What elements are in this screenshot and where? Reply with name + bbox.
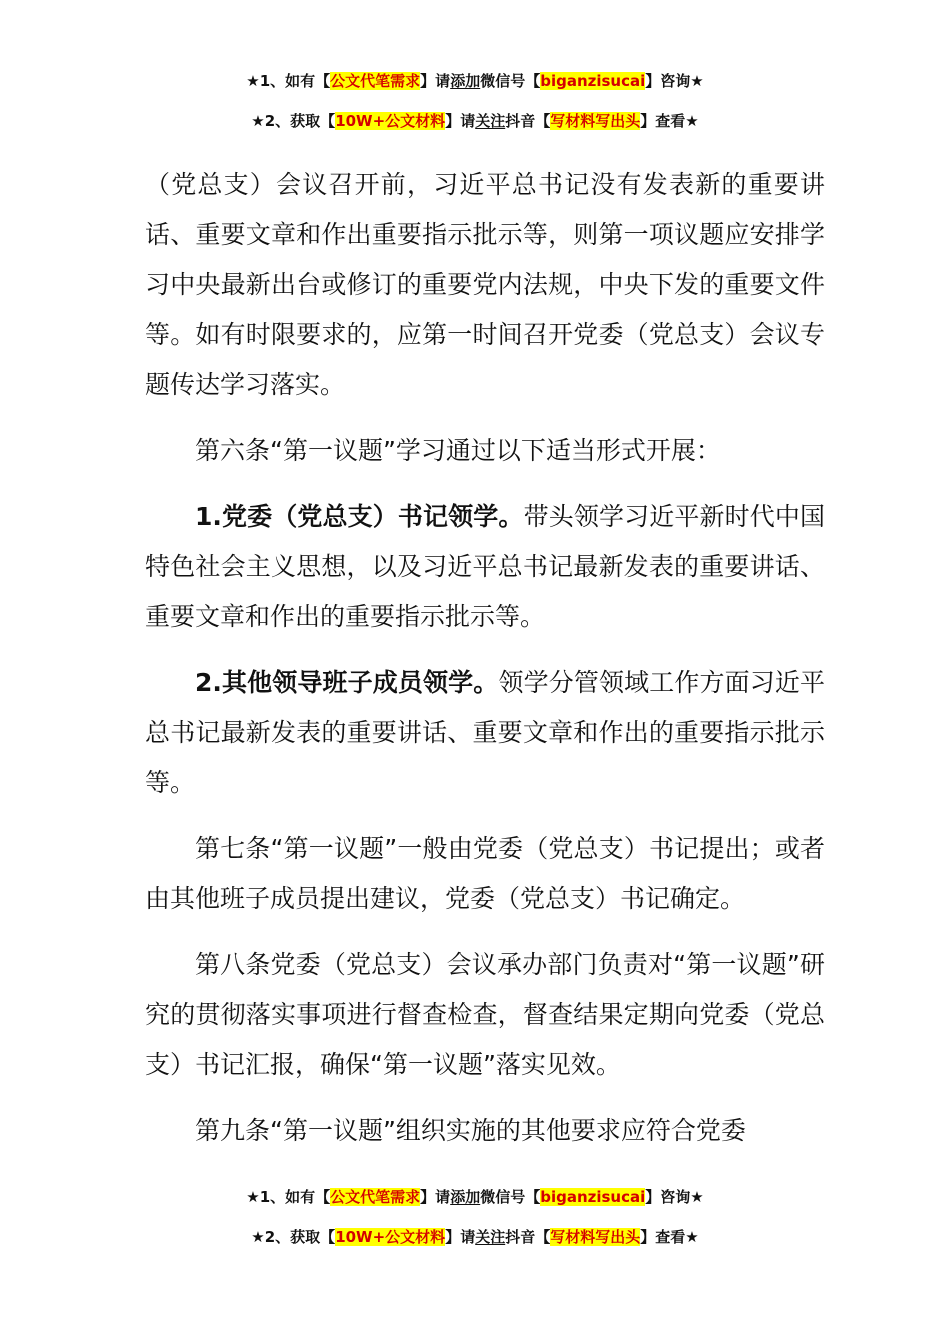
banner-text: 微信号【	[480, 1188, 541, 1206]
paragraph-text: 领学分管领域工作方面习近平总书记最新发表的重要讲话、重要文章和作出的重要指示批示等。	[145, 668, 825, 797]
banner-text: 】请	[420, 72, 451, 90]
banner-text: 】咨询★	[645, 1188, 704, 1206]
banner-text: ★1、如有【	[246, 72, 331, 90]
banner-emphasis: 关注	[475, 112, 506, 130]
banner-highlight: 写材料写出头	[550, 112, 641, 130]
banner-line-1	[0, 1186, 950, 1208]
banner-highlight: 公文代笔需求	[330, 72, 421, 90]
banner-text: 】查看★	[640, 1228, 699, 1246]
banner-text: 抖音【	[505, 112, 551, 130]
banner-highlight: 公文代笔需求	[330, 1188, 421, 1206]
paragraph: 第七条“第一议题”一般由党委（党总支）书记提出；或者由其他班子成员提出建议，党委（党总支）书记确定。	[145, 834, 825, 913]
document-body	[145, 160, 825, 1172]
paragraph: （党总支）会议召开前，习近平总书记没有发表新的重要讲话、重要文章和作出重要指示批示等，则第一项议题应安排学习中央最新出台或修订的重要党内法规，中央下发的重要文件等。如有时限要求的，应第一时间召开党委（党总支）会议专题传达学习落实。	[145, 170, 825, 399]
banner-text: 】查看★	[640, 112, 699, 130]
banner-highlight: 10W+公文材料	[335, 112, 446, 130]
banner-text: ★2、获取【	[251, 1228, 336, 1246]
banner-highlight: 写材料写出头	[550, 1228, 641, 1246]
paragraph: 第九条“第一议题”组织实施的其他要求应符合党委	[195, 1116, 746, 1145]
banner-line-2	[0, 1226, 950, 1248]
banner-highlight: biganzisucai	[540, 72, 646, 90]
banner-emphasis: 添加	[450, 72, 481, 90]
banner-emphasis: 关注	[475, 1228, 506, 1246]
banner-text: 】请	[445, 1228, 476, 1246]
paragraph: 第六条“第一议题”学习通过以下适当形式开展：	[195, 436, 721, 465]
banner-text: 】请	[445, 112, 476, 130]
banner-emphasis: 添加	[450, 1188, 481, 1206]
paragraph-lead: 1.党委（党总支）书记领学。	[195, 502, 524, 531]
banner-text: 】请	[420, 1188, 451, 1206]
banner-highlight: biganzisucai	[540, 1188, 646, 1206]
paragraph: 第八条党委（党总支）会议承办部门负责对“第一议题”研究的贯彻落实事项进行督查检查，督查结果定期向党委（党总支）书记汇报，确保“第一议题”落实见效。	[145, 950, 825, 1079]
banner-text: 抖音【	[505, 1228, 551, 1246]
banner-text: ★2、获取【	[251, 112, 336, 130]
paragraph-text: 带头领学习近平新时代中国特色社会主义思想，以及习近平总书记最新发表的重要讲话、重要文章和作出的重要指示批示等。	[145, 502, 825, 631]
banner-line-2	[0, 110, 950, 132]
paragraph-lead: 2.其他领导班子成员领学。	[195, 668, 499, 697]
banner-text: 】咨询★	[645, 72, 704, 90]
banner-text: 微信号【	[480, 72, 541, 90]
paragraph	[145, 492, 825, 642]
footer-banner	[0, 1186, 950, 1248]
banner-text: ★1、如有【	[246, 1188, 331, 1206]
banner-line-1	[0, 70, 950, 92]
header-banner	[0, 70, 950, 132]
paragraph	[145, 658, 825, 808]
banner-highlight: 10W+公文材料	[335, 1228, 446, 1246]
